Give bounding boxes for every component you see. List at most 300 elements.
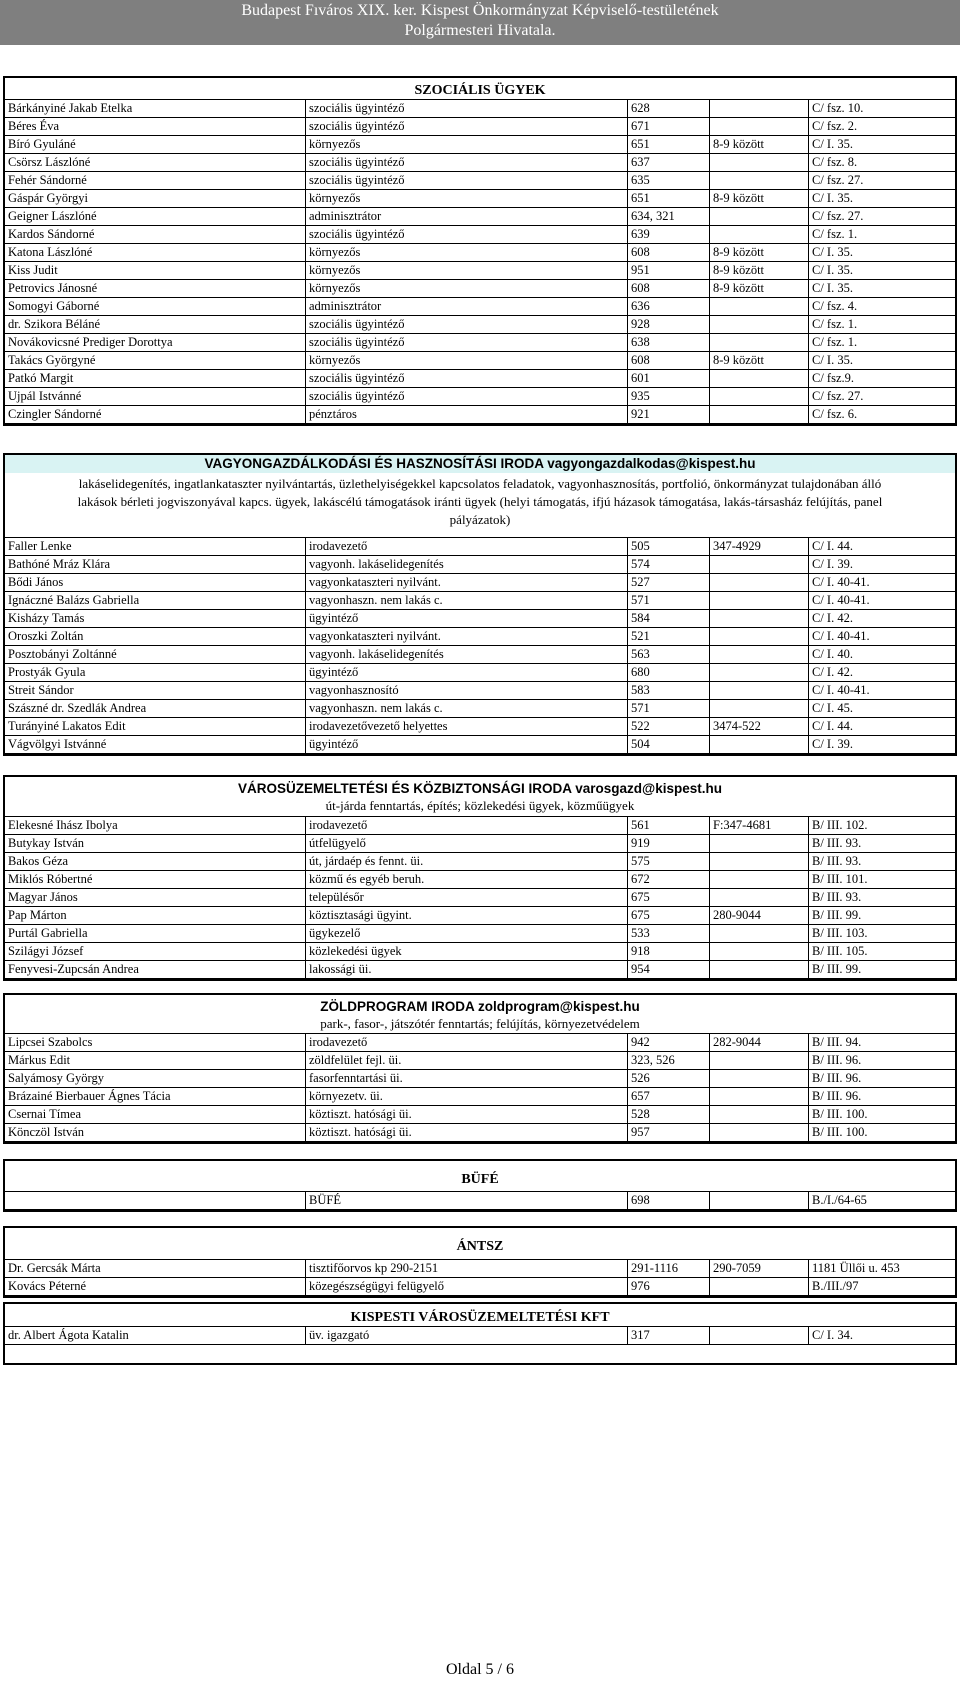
room-cell: C/ I. 35. <box>809 136 955 154</box>
room-cell: B/ III. 100. <box>809 1106 955 1124</box>
table-row <box>5 943 955 961</box>
position-cell: vagyonhaszn. nem lakás c. <box>306 700 628 718</box>
position-cell: környezős <box>306 136 628 154</box>
phone-cell: 291-1116 <box>628 1260 710 1278</box>
extra-cell: 282-9044 <box>710 1034 809 1052</box>
staff-table <box>5 1033 955 1142</box>
position-cell: ügyintéző <box>306 664 628 682</box>
phone-cell: 584 <box>628 610 710 628</box>
table-row <box>5 226 955 244</box>
name-cell: Prostyák Gyula <box>5 664 306 682</box>
name-cell: Csernai Tímea <box>5 1106 306 1124</box>
phone-cell: 635 <box>628 172 710 190</box>
table-row <box>5 1034 955 1052</box>
extra-cell: 8-9 között <box>710 352 809 370</box>
room-cell: C/ I. 40-41. <box>809 628 955 646</box>
table-row <box>5 352 955 370</box>
extra-cell: 3474-522 <box>710 718 809 736</box>
page-header <box>0 0 960 45</box>
table-row <box>5 907 955 925</box>
room-cell: 1181 Üllői u. 453 <box>809 1260 955 1278</box>
section-antsz <box>3 1226 957 1298</box>
table-row <box>5 1327 955 1345</box>
table-row <box>5 1124 955 1142</box>
phone-cell: 675 <box>628 907 710 925</box>
name-cell: Salyámosy György <box>5 1070 306 1088</box>
extra-cell <box>710 943 809 961</box>
extra-cell <box>710 1070 809 1088</box>
position-cell: ügyintéző <box>306 610 628 628</box>
name-cell <box>5 1192 306 1210</box>
position-cell: irodavezető <box>306 1034 628 1052</box>
name-cell: Ujpál Istvánné <box>5 388 306 406</box>
phone-cell: 976 <box>628 1278 710 1296</box>
position-cell: ügyintéző <box>306 736 628 754</box>
room-cell: C/ I. 35. <box>809 352 955 370</box>
room-cell: C/ I. 44. <box>809 718 955 736</box>
table-row <box>5 370 955 388</box>
room-cell: B/ III. 93. <box>809 835 955 853</box>
position-cell: vagyonkataszteri nyilvánt. <box>306 628 628 646</box>
room-cell: C/ fsz. 2. <box>809 118 955 136</box>
name-cell: Novákovicsné Prediger Dorottya <box>5 334 306 352</box>
table-row <box>5 334 955 352</box>
name-cell: Somogyi Gáborné <box>5 298 306 316</box>
room-cell: C/ I. 34. <box>809 1327 955 1345</box>
name-cell: Brázainé Bierbauer Ágnes Tácia <box>5 1088 306 1106</box>
position-cell: szociális ügyintéző <box>306 226 628 244</box>
phone-cell: 608 <box>628 280 710 298</box>
extra-cell <box>710 406 809 424</box>
name-cell: Márkus Edit <box>5 1052 306 1070</box>
extra-cell: 280-9044 <box>710 907 809 925</box>
position-cell: környezős <box>306 262 628 280</box>
phone-cell: 951 <box>628 262 710 280</box>
room-cell: C/ I. 35. <box>809 280 955 298</box>
name-cell: Oroszki Zoltán <box>5 628 306 646</box>
position-cell: pénztáros <box>306 406 628 424</box>
position-cell: környezős <box>306 352 628 370</box>
room-cell: C/ fsz.9. <box>809 370 955 388</box>
table-row <box>5 925 955 943</box>
position-cell: irodavezető <box>306 538 628 556</box>
position-cell: szociális ügyintéző <box>306 172 628 190</box>
room-cell: C/ I. 40-41. <box>809 574 955 592</box>
table-row <box>5 1070 955 1088</box>
position-cell: vagyonh. lakáselidegenítés <box>306 556 628 574</box>
table-row <box>5 190 955 208</box>
extra-cell <box>710 835 809 853</box>
room-cell: C/ fsz. 1. <box>809 226 955 244</box>
extra-cell <box>710 682 809 700</box>
extra-cell <box>710 1052 809 1070</box>
blank-row <box>5 1345 955 1363</box>
phone-cell: 504 <box>628 736 710 754</box>
phone-cell: 918 <box>628 943 710 961</box>
room-cell: B./III./97 <box>809 1278 955 1296</box>
phone-cell: 583 <box>628 682 710 700</box>
position-cell: út, járdaép és fennt. üi. <box>306 853 628 871</box>
position-cell: tisztifőorvos kp 290-2151 <box>306 1260 628 1278</box>
position-cell: környezős <box>306 244 628 262</box>
extra-cell <box>710 664 809 682</box>
position-cell: adminisztrátor <box>306 298 628 316</box>
phone-cell: 608 <box>628 244 710 262</box>
staff-table <box>5 99 955 424</box>
phone-cell: 608 <box>628 352 710 370</box>
name-cell: Katona Lászlóné <box>5 244 306 262</box>
name-cell: Ignáczné Balázs Gabriella <box>5 592 306 610</box>
table-row <box>5 736 955 754</box>
position-cell: közegészségügyi felügyelő <box>306 1278 628 1296</box>
name-cell: dr. Szikora Béláné <box>5 316 306 334</box>
table-row <box>5 556 955 574</box>
table-row <box>5 298 955 316</box>
phone-cell: 657 <box>628 1088 710 1106</box>
room-cell: C/ I. 39. <box>809 736 955 754</box>
table-row <box>5 406 955 424</box>
extra-cell <box>710 100 809 118</box>
phone-cell: 601 <box>628 370 710 388</box>
page-footer: Oldal 5 / 6 <box>446 1661 514 1678</box>
phone-cell: 651 <box>628 190 710 208</box>
phone-cell: 561 <box>628 817 710 835</box>
room-cell: C/ I. 45. <box>809 700 955 718</box>
table-row <box>5 664 955 682</box>
table-row <box>5 853 955 871</box>
position-cell: környezős <box>306 280 628 298</box>
extra-cell <box>710 556 809 574</box>
section-description: lakáselidegenítés, ingatlankataszter nyilvántartás, üzlethelyiségekkel kapcsolatos feladatok, vagyonhasznosítás, portfolió, önkormányzat tulajdonában álló lakások bérleti jogviszonyával kapcs. ügyek, lakáscélú támogatások iránti ügyek (helyi támogatás, ifjú házasok támogatása, lakás-társasház felújítás, panel pályázatok) <box>77 476 883 527</box>
section-kft <box>3 1302 957 1365</box>
extra-cell <box>710 1192 809 1210</box>
phone-cell: 698 <box>628 1192 710 1210</box>
table-row <box>5 610 955 628</box>
room-cell: B/ III. 99. <box>809 907 955 925</box>
phone-cell: 957 <box>628 1124 710 1142</box>
phone-cell: 942 <box>628 1034 710 1052</box>
position-cell: köztiszt. hatósági üi. <box>306 1124 628 1142</box>
room-cell: B/ III. 99. <box>809 961 955 979</box>
table-row <box>5 1088 955 1106</box>
table-row <box>5 628 955 646</box>
room-cell: C/ fsz. 4. <box>809 298 955 316</box>
extra-cell <box>710 574 809 592</box>
room-cell: B/ III. 93. <box>809 889 955 907</box>
room-cell: C/ fsz. 27. <box>809 388 955 406</box>
name-cell: Bíró Gyuláné <box>5 136 306 154</box>
extra-cell <box>710 871 809 889</box>
position-cell: vagyonhasznosító <box>306 682 628 700</box>
name-cell: Csörsz Lászlóné <box>5 154 306 172</box>
extra-cell: 8-9 között <box>710 262 809 280</box>
phone-cell: 317 <box>628 1327 710 1345</box>
room-cell: C/ I. 40-41. <box>809 682 955 700</box>
name-cell: Gáspár Györgyi <box>5 190 306 208</box>
extra-cell <box>710 334 809 352</box>
extra-cell <box>710 208 809 226</box>
table-row <box>5 316 955 334</box>
table-row <box>5 1260 955 1278</box>
section-title: VÁROSÜZEMELTETÉSI ÉS KÖZBIZTONSÁGI IRODA varosgazd@kispest.hu <box>238 781 722 796</box>
extra-cell: 290-7059 <box>710 1260 809 1278</box>
section-title: SZOCIÁLIS ÜGYEK <box>414 83 546 98</box>
extra-cell <box>710 925 809 943</box>
name-cell: Könczöl István <box>5 1124 306 1142</box>
room-cell: B/ III. 103. <box>809 925 955 943</box>
position-cell: szociális ügyintéző <box>306 100 628 118</box>
position-cell: környezetv. üi. <box>306 1088 628 1106</box>
name-cell: Patkó Margit <box>5 370 306 388</box>
phone-cell: 522 <box>628 718 710 736</box>
position-cell: közmű és egyéb beruh. <box>306 871 628 889</box>
room-cell: C/ fsz. 27. <box>809 208 955 226</box>
extra-cell <box>710 298 809 316</box>
name-cell: Bathóné Mráz Klára <box>5 556 306 574</box>
extra-cell <box>710 646 809 664</box>
extra-cell: 8-9 között <box>710 280 809 298</box>
phone-cell: 574 <box>628 556 710 574</box>
extra-cell <box>710 592 809 610</box>
table-row <box>5 388 955 406</box>
table-row <box>5 1192 955 1210</box>
table-row <box>5 280 955 298</box>
room-cell: C/ fsz. 1. <box>809 316 955 334</box>
name-cell: Bakos Géza <box>5 853 306 871</box>
table-row <box>5 889 955 907</box>
name-cell: Fenyvesi-Zupcsán Andrea <box>5 961 306 979</box>
extra-cell <box>710 172 809 190</box>
table-row <box>5 1278 955 1296</box>
name-cell: Geigner Lászlóné <box>5 208 306 226</box>
table-row <box>5 718 955 736</box>
name-cell: Vágvölgyi Istvánné <box>5 736 306 754</box>
room-cell: C/ fsz. 10. <box>809 100 955 118</box>
name-cell: Czingler Sándorné <box>5 406 306 424</box>
position-cell: vagyonhaszn. nem lakás c. <box>306 592 628 610</box>
name-cell: Takács Györgyné <box>5 352 306 370</box>
table-row <box>5 646 955 664</box>
name-cell: Bárkányiné Jakab Etelka <box>5 100 306 118</box>
extra-cell <box>710 388 809 406</box>
room-cell: C/ fsz. 1. <box>809 334 955 352</box>
extra-cell <box>710 700 809 718</box>
room-cell: C/ I. 35. <box>809 190 955 208</box>
phone-cell: 919 <box>628 835 710 853</box>
table-row <box>5 1106 955 1124</box>
name-cell: Kovács Péterné <box>5 1278 306 1296</box>
phone-cell: 533 <box>628 925 710 943</box>
position-cell: településőr <box>306 889 628 907</box>
name-cell: Szászné dr. Szedlák Andrea <box>5 700 306 718</box>
room-cell: C/ I. 35. <box>809 244 955 262</box>
table-row <box>5 136 955 154</box>
extra-cell <box>710 1106 809 1124</box>
extra-cell <box>710 610 809 628</box>
phone-cell: 571 <box>628 700 710 718</box>
phone-cell: 575 <box>628 853 710 871</box>
position-cell: BÜFÉ <box>306 1192 628 1210</box>
phone-cell: 935 <box>628 388 710 406</box>
staff-table <box>5 816 955 979</box>
name-cell: Miklós Róbertné <box>5 871 306 889</box>
name-cell: Turányiné Lakatos Edit <box>5 718 306 736</box>
name-cell: dr. Albert Ágota Katalin <box>5 1327 306 1345</box>
table-row <box>5 154 955 172</box>
table-row <box>5 100 955 118</box>
phone-cell: 638 <box>628 334 710 352</box>
position-cell: irodavezető <box>306 817 628 835</box>
name-cell: Elekesné Ihász Ibolya <box>5 817 306 835</box>
room-cell: C/ I. 40-41. <box>809 592 955 610</box>
name-cell: Lipcsei Szabolcs <box>5 1034 306 1052</box>
phone-cell: 680 <box>628 664 710 682</box>
phone-cell: 672 <box>628 871 710 889</box>
table-row <box>5 682 955 700</box>
position-cell: vagyonkataszteri nyilvánt. <box>306 574 628 592</box>
table-row <box>5 262 955 280</box>
phone-cell: 639 <box>628 226 710 244</box>
phone-cell: 634, 321 <box>628 208 710 226</box>
name-cell: Purtál Gabriella <box>5 925 306 943</box>
name-cell: Kardos Sándorné <box>5 226 306 244</box>
section-title: BÜFÉ <box>461 1172 499 1187</box>
name-cell: Dr. Gercsák Márta <box>5 1260 306 1278</box>
staff-table <box>5 1259 955 1296</box>
table-row <box>5 244 955 262</box>
extra-cell: F:347-4681 <box>710 817 809 835</box>
extra-cell <box>710 370 809 388</box>
section-title: ZÖLDPROGRAM IRODA zoldprogram@kispest.hu <box>320 999 640 1014</box>
extra-cell: 8-9 között <box>710 244 809 262</box>
phone-cell: 675 <box>628 889 710 907</box>
phone-cell: 505 <box>628 538 710 556</box>
room-cell: C/ I. 40. <box>809 646 955 664</box>
position-cell: üv. igazgató <box>306 1327 628 1345</box>
name-cell: Pap Márton <box>5 907 306 925</box>
phone-cell: 571 <box>628 592 710 610</box>
position-cell: szociális ügyintéző <box>306 370 628 388</box>
position-cell: fasorfenntartási üi. <box>306 1070 628 1088</box>
room-cell: B/ III. 93. <box>809 853 955 871</box>
name-cell: Kisházy Tamás <box>5 610 306 628</box>
room-cell: C/ I. 39. <box>809 556 955 574</box>
extra-cell <box>710 226 809 244</box>
table-row <box>5 835 955 853</box>
phone-cell: 671 <box>628 118 710 136</box>
staff-table <box>5 1326 955 1345</box>
extra-cell: 8-9 között <box>710 190 809 208</box>
table-row <box>5 172 955 190</box>
position-cell: szociális ügyintéző <box>306 388 628 406</box>
room-cell: C/ I. 42. <box>809 664 955 682</box>
extra-cell <box>710 118 809 136</box>
extra-cell <box>710 1278 809 1296</box>
room-cell: C/ I. 42. <box>809 610 955 628</box>
table-row <box>5 574 955 592</box>
table-row <box>5 208 955 226</box>
table-row <box>5 592 955 610</box>
extra-cell <box>710 961 809 979</box>
section-title: KISPESTI VÁROSÜZEMELTETÉSI KFT <box>350 1310 610 1325</box>
header-line-2: Polgármesteri Hivatala. <box>404 22 556 39</box>
room-cell: B/ III. 101. <box>809 871 955 889</box>
extra-cell <box>710 1088 809 1106</box>
position-cell: közlekedési ügyek <box>306 943 628 961</box>
room-cell: C/ fsz. 8. <box>809 154 955 172</box>
phone-cell: 637 <box>628 154 710 172</box>
table-row <box>5 538 955 556</box>
room-cell: B/ III. 102. <box>809 817 955 835</box>
extra-cell <box>710 853 809 871</box>
section-description: út-járda fenntartás, építés; közlekedési ügyek, közműügyek <box>325 798 635 813</box>
room-cell: C/ I. 44. <box>809 538 955 556</box>
room-cell: C/ fsz. 27. <box>809 172 955 190</box>
extra-cell: 8-9 között <box>710 136 809 154</box>
room-cell: C/ I. 35. <box>809 262 955 280</box>
section-varosuzemeltetes <box>3 775 957 981</box>
position-cell: köztiszt. hatósági üi. <box>306 1106 628 1124</box>
extra-cell <box>710 1124 809 1142</box>
phone-cell: 954 <box>628 961 710 979</box>
table-row <box>5 700 955 718</box>
name-cell: Petrovics Jánosné <box>5 280 306 298</box>
name-cell: Posztobányi Zoltánné <box>5 646 306 664</box>
section-zoldprogram <box>3 993 957 1144</box>
room-cell: B/ III. 96. <box>809 1070 955 1088</box>
staff-table <box>5 537 955 754</box>
position-cell: környezős <box>306 190 628 208</box>
name-cell: Butykay István <box>5 835 306 853</box>
position-cell: köztisztasági ügyint. <box>306 907 628 925</box>
phone-cell: 323, 526 <box>628 1052 710 1070</box>
position-cell: útfelügyelő <box>306 835 628 853</box>
phone-cell: 521 <box>628 628 710 646</box>
room-cell: B/ III. 100. <box>809 1124 955 1142</box>
phone-cell: 563 <box>628 646 710 664</box>
position-cell: vagyonh. lakáselidegenítés <box>306 646 628 664</box>
room-cell: B./I./64-65 <box>809 1192 955 1210</box>
name-cell: Bődi János <box>5 574 306 592</box>
name-cell: Kiss Judit <box>5 262 306 280</box>
table-row <box>5 1052 955 1070</box>
position-cell: adminisztrátor <box>306 208 628 226</box>
position-cell: lakossági üi. <box>306 961 628 979</box>
room-cell: B/ III. 105. <box>809 943 955 961</box>
phone-cell: 928 <box>628 316 710 334</box>
extra-cell <box>710 154 809 172</box>
room-cell: B/ III. 96. <box>809 1052 955 1070</box>
name-cell: Streit Sándor <box>5 682 306 700</box>
phone-cell: 527 <box>628 574 710 592</box>
section-title: VAGYONGAZDÁLKODÁSI ÉS HASZNOSÍTÁSI IRODA vagyongazdalkodas@kispest.hu <box>5 455 955 473</box>
section-bufe <box>3 1159 957 1212</box>
table-row <box>5 961 955 979</box>
phone-cell: 628 <box>628 100 710 118</box>
staff-table <box>5 1191 955 1210</box>
table-row <box>5 871 955 889</box>
name-cell: Magyar János <box>5 889 306 907</box>
table-row <box>5 817 955 835</box>
section-szocialis <box>3 76 957 426</box>
position-cell: szociális ügyintéző <box>306 154 628 172</box>
phone-cell: 921 <box>628 406 710 424</box>
name-cell: Béres Éva <box>5 118 306 136</box>
name-cell: Fehér Sándorné <box>5 172 306 190</box>
position-cell: szociális ügyintéző <box>306 118 628 136</box>
phone-cell: 528 <box>628 1106 710 1124</box>
phone-cell: 651 <box>628 136 710 154</box>
